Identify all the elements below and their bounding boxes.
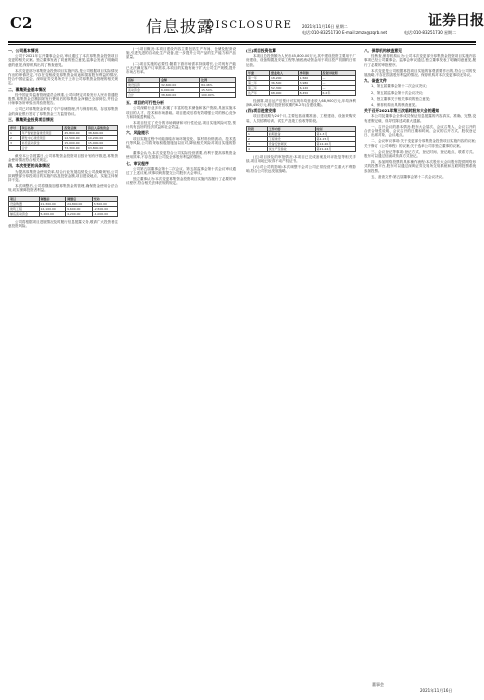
table-row [9, 146, 118, 151]
section-heading: 七、审议程序 [126, 160, 149, 166]
section-heading: 四、本次变更的具体情况 [8, 163, 50, 169]
paragraph: 截至本公告披露日,公司募集资金投资项目按计划有序推进,募集资金使用情况符合相关规定。 [8, 154, 118, 163]
header-rule-thin [8, 44, 476, 45]
table-cell: 2 [247, 136, 268, 141]
table-cell: 84.46% [200, 83, 236, 88]
table-header-cell: 阶段 [247, 126, 268, 131]
table-cell: 45,800.00 [63, 131, 87, 136]
section-heading: (三)项目投资估算 [246, 48, 277, 53]
table-cell: 6,120 [298, 85, 321, 90]
signature: 董事会 [372, 682, 384, 687]
section-title: 信息披露 [146, 17, 215, 36]
article-column-1 [8, 47, 118, 673]
table-cell: 68,900 [269, 90, 298, 95]
table-cell: 试生产及验收 [267, 146, 315, 151]
table-header-cell: 投资回收期 [321, 70, 355, 75]
table-cell: 100.00% [200, 93, 236, 98]
paragraph: 公司第五届董事会第十二次会议、第五届监事会第十次会议审议通过了上述议案,该事项尚需提交公司股东大会审议。 [126, 166, 236, 176]
issue-date: 2021年11月16日 星期二 [302, 24, 348, 29]
data-table [8, 125, 118, 151]
paragraph: 4、保荐机构出具的核查意见。 [371, 103, 419, 108]
table-cell: 38,600.00 [159, 93, 199, 98]
table-cell: 第21-24月 [315, 146, 355, 151]
table-cell: 建筑工程 [9, 206, 40, 211]
paragraph: 3、独立董事关于相关事项的独立意见; [371, 96, 431, 101]
table-header-cell: 时间 [315, 126, 355, 131]
paragraph: 2、第五届监事会第十次会议决议; [371, 90, 424, 95]
table-cell: 73,300.00 [63, 146, 87, 151]
table-cell: — [321, 85, 355, 90]
table-header-cell: 项目 [9, 196, 40, 201]
data-table [8, 196, 118, 217]
table-cell: 流动资金 [127, 88, 160, 93]
section-heading: 关于召开2021年第三次临时股东大会的通知 [364, 108, 440, 114]
table-cell: 年产智能装备建设项目 [20, 131, 63, 136]
table-header-cell: 营业收入 [269, 70, 298, 75]
section-heading: (四)项目进度安排 [246, 108, 277, 114]
table-header-cell: 比例 [200, 78, 236, 83]
table-header-cell: 调整后 [66, 196, 93, 201]
table-cell: 4,200.00 [66, 211, 93, 216]
table-cell: 10,200.00 [86, 136, 117, 141]
table-row [247, 90, 356, 95]
section-heading: 九、备查文件 [364, 78, 387, 84]
article-column-3 [246, 47, 356, 673]
table-cell: 合计 [127, 93, 160, 98]
paragraph: 项目建设期为24个月,主要包括前期准备、工程建设、设备采购安装、人员招聘培训、试生产及竣工验收等阶段。 [246, 114, 356, 123]
table-cell: 第1-3月 [315, 131, 355, 136]
table-cell: 工程建设 [267, 136, 315, 141]
table-cell: 18,200 [269, 75, 298, 80]
table-cell: 15,000.00 [86, 141, 117, 146]
paragraph: (六)对公司的影响:本次调整不会对公司正常经营产生重大不利影响,符合公司长远发展战略。 [246, 165, 356, 174]
paragraph: 本次调整后,公司将继续加强募集资金的管理,确保资金使用合法合规,切实保障投资者利益。 [8, 184, 118, 193]
table-cell: 6.2年 [321, 90, 355, 95]
paragraph: (二)项目实施的必要性:随着下游市场需求持续增长,公司现有产能已无法满足客户订单需求,本项目的实施有助于扩大公司生产规模,提升市场占有率。 [126, 61, 236, 75]
header-rule [8, 41, 476, 43]
table-cell: — [321, 75, 355, 80]
paragraph: 经中国证券监督管理委员会核准,公司向特定对象发行人民币普通股股票,募集资金总额扣除发行费用后的募集资金净额已全部到位,并经会计师事务所审验出具验资报告。 [8, 92, 118, 106]
table-cell: 补充流动资金 [20, 141, 63, 146]
table-cell: 3 [247, 141, 268, 146]
paragraph: 四、参加网络投票的具体操作流程:本次股东大会向股东提供网络形式的投票平台,股东可以通过深圳证券交易所交易系统和互联网投票系统参加投票。 [364, 160, 476, 173]
signature-date: 2021年11月16日 [420, 688, 453, 693]
table-cell: -1,000.00 [92, 211, 117, 216]
table-row [9, 211, 118, 216]
table-cell: 32,600.00 [159, 83, 199, 88]
table-header-cell: 变动 [92, 196, 117, 201]
table-cell: 3 [9, 141, 21, 146]
table-row [127, 93, 236, 98]
paragraph: 本次变更部分募集资金投资项目实施内容,是公司根据项目实际情况作出的审慎决定,不存在变相改变募集资金用途和损害股东利益的情况,符合中国证监会、深圳证券交易所关于上市公司募集资金管理的相关规定。 [8, 68, 118, 86]
table-cell: 第12-20月 [315, 141, 355, 146]
table-cell: 5,200.00 [39, 211, 66, 216]
header-right-meta: 电话:010-83251730 星期二 [404, 30, 457, 35]
table-cell: 1 [247, 131, 268, 136]
table-cell: 6,000.00 [159, 88, 199, 93]
table-cell: 合计 [20, 146, 63, 151]
table-header-cell: 金额 [159, 78, 199, 83]
table-cell: 2 [9, 136, 21, 141]
table-cell: 前期准备 [267, 131, 315, 136]
section-heading: 五、项目的可行性分析 [126, 100, 164, 106]
table-cell: 3,980 [298, 80, 321, 85]
section-heading: 一、公司基本情况 [8, 48, 39, 53]
table-cell: 24,800.00 [66, 201, 93, 206]
paragraph: 本公司及董事会全体成员保证信息披露的内容真实、准确、完整,没有虚假记载、误导性陈述或重大遗漏。 [364, 114, 476, 123]
table-header-cell: 拟投入募集资金 [86, 126, 117, 131]
table-header-cell: 项目名称 [20, 126, 63, 131]
paragraph: 独立董事认为:本次变更募集资金投资项目实施内容履行了必要的审议程序,符合相关法律法规的规定。 [126, 177, 236, 186]
table-header-cell: 序号 [9, 126, 21, 131]
table-cell: 15.54% [200, 88, 236, 93]
table-cell: 第4-15月 [315, 136, 355, 141]
paragraph: 公司将根据项目进展情况及时履行信息披露义务,敬请广大投资者注意投资风险。 [8, 219, 118, 228]
page-number: C2 [10, 14, 33, 32]
paragraph: 三、会议登记等事项:登记方式、登记时间、登记地点、联系方式。股东可以通过信函或传真方式登记。 [364, 149, 476, 159]
table-header-cell: 指标 [127, 78, 160, 83]
table-cell: 第三年 [247, 85, 270, 90]
data-table [126, 77, 236, 98]
table-cell: 铺底流动资金 [9, 211, 40, 216]
table-cell: 3,500.00 [92, 201, 117, 206]
section-heading: 三、募集资金投资项目情况 [8, 116, 54, 122]
table-cell: 15,000.00 [63, 141, 87, 146]
paragraph: 本项目总投资额为人民币45,800.00万元,其中建设投资主要用于厂房建设、设备购置及安装工程等,铺底流动资金用于项目投产初期的日常运营。 [246, 54, 356, 67]
table-cell: 21,300.00 [39, 201, 66, 206]
table-cell: 第一年 [247, 75, 270, 80]
article-column-4 [364, 47, 476, 673]
paragraph: 为提高募集资金使用效率,结合行业发展趋势及公司战略规划,公司拟调整部分募投项目的实施内容及投资金额,项目建设地点、实施主体保持不变。 [8, 169, 118, 183]
section-english-title: DISCLOSURE [206, 20, 293, 31]
table-cell: 12,500.00 [63, 136, 87, 141]
section-heading: 八、保荐机构核查意见 [364, 48, 402, 53]
table-header-cell: 调整前 [39, 196, 66, 201]
table-cell: 52,300 [269, 85, 298, 90]
paragraph: (五)项目涉及的审批情况:本项目已完成备案及环评批复等相关手续,项目用地已取得不动产权证书。 [246, 154, 356, 164]
table-cell: 36,500 [269, 80, 298, 85]
table-cell: — [321, 80, 355, 85]
page-header [0, 0, 484, 42]
table-header-cell: 年度 [247, 70, 270, 75]
data-table [246, 126, 356, 152]
table-cell: 第二年 [247, 80, 270, 85]
table-header-cell: 工作内容 [267, 126, 315, 131]
table-cell: 1 [9, 131, 21, 136]
table-cell: 达产年 [247, 90, 270, 95]
section-heading: 二、募集资金基本情况 [8, 86, 46, 92]
contact-info: 电话:010-83251730 E-mail:zmzx@zqrb.net [302, 30, 388, 35]
article-column-2 [126, 47, 236, 673]
paragraph: 五、备查文件:第五届董事会第十二次会议决议。 [371, 174, 446, 179]
paragraph: 经测算,项目达产后预计可实现年均营业收入68,900万元,年均净利润8,450万元,税后投资回收期约6.2年(含建设期)。 [246, 98, 356, 108]
paragraph: 公司于2021年召开董事会会议,审议通过了本次募集资金投资项目变更的相关议案。独立董事发表了同意的独立意见,监事会发表了明确同意的意见,保荐机构出具了核查意见。 [8, 54, 118, 67]
section-heading: 六、风险提示 [126, 130, 149, 136]
table-cell: -2,500.00 [92, 206, 117, 211]
table-cell: 设备安装调试 [267, 141, 315, 146]
table-cell: 设备购置 [9, 201, 40, 206]
table-cell: 研发中心建设项目 [20, 136, 63, 141]
paragraph: 公司已对募集资金采取了专户存储管理,并与保荐机构、存放募集资金的商业银行签订了募集资金三方监管协议。 [8, 107, 118, 116]
table-cell: 建设投资 [127, 83, 160, 88]
paragraph: 经核查,保荐机构认为:公司本次变更部分募集资金投资项目实施内容事项已经公司董事会、监事会审议通过,独立董事发表了明确同意意见,履行了必要的审批程序。 [364, 54, 476, 67]
paragraph: 1、第五届董事会第十二次会议决议; [371, 84, 427, 89]
paragraph: 二、会议审议事项:关于变更部分募集资金投资项目实施内容的议案;关于修订《公司章程》的议案;关于选举公司非独立董事的议案。 [364, 139, 476, 148]
table-cell: 9,600.00 [66, 206, 93, 211]
paragraph: 项目实施过程中可能面临市场环境变化、原材料价格波动、技术迭代等风险,公司将采取积极措施加以应对,降低相关风险对项目实施的影响。 [126, 136, 236, 150]
table-cell [9, 146, 21, 151]
table-header-cell: 投资总额 [63, 126, 87, 131]
table-cell: 4 [247, 146, 268, 151]
paragraph: (一)项目概况:本项目建设内容主要包括生产车间、仓储及配套设施,引进先进的自动化生产设备,进一步提升公司产品的生产能力和产品质量。 [126, 47, 236, 60]
data-table [246, 70, 356, 96]
table-row [247, 146, 356, 151]
table-cell: 38,600.00 [86, 131, 117, 136]
table-cell: 1,560 [298, 75, 321, 80]
paragraph: 本项目经过了充分的市场调研和可行性论证,项目实施风险可控,预计具有良好的经济效益和社会效益。 [126, 121, 236, 130]
paragraph: 董事会认为,本次变更符合公司实际经营需要,有利于提高募集资金使用效率,不存在损害公司及全体股东利益的情形。 [126, 151, 236, 160]
table-cell: 8,450 [298, 90, 321, 95]
paragraph: 一、召开会议的基本情况:股东大会届次、会议召集人、会议召开的合法合规性说明、会议召开的日期和时间、会议的召开方式、股权登记日、出席对象、会议地点。 [364, 124, 476, 138]
table-header-cell: 净利润 [298, 70, 321, 75]
newspaper-masthead-logo: 证券日报 [428, 13, 484, 29]
paragraph: 本次变更是公司根据募投项目实施的客观需要作出的,符合公司的发展战略,不存在损害股东利益的情况。保荐机构对本次变更事项无异议。 [364, 68, 476, 78]
paragraph: 公司深耕行业多年,积累了丰富的技术储备和客户资源,具备实施本项目的人才、技术和市场基础。项目建成后将有效增强公司的核心竞争力和持续盈利能力。 [126, 106, 236, 119]
table-cell: 12,100.00 [39, 206, 66, 211]
table-cell: 63,800.00 [86, 146, 117, 151]
